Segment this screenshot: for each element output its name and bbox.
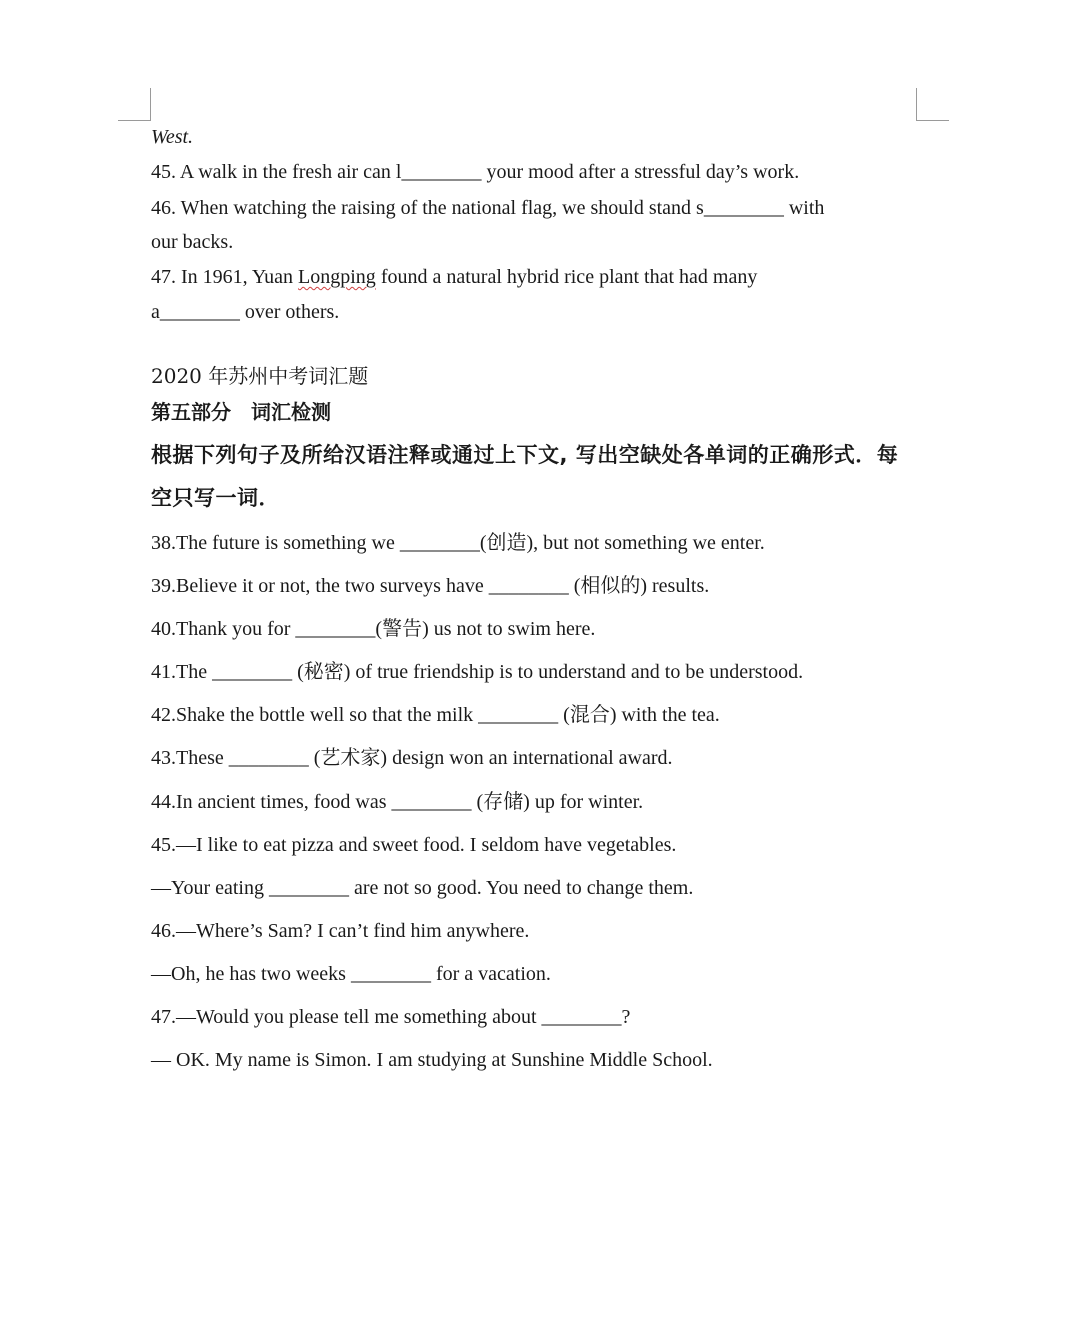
prev-question-46-line1: 46. When watching the raising of the national flag, we should stand s________ with [151, 197, 825, 219]
prev-question-46-line2: our backs. [151, 231, 234, 253]
section-title: 2020 年苏州中考词汇题 [151, 364, 369, 388]
question-45-reply: —Your eating ________ are not so good. You need to change them. [151, 877, 694, 899]
carryover-fragment: West. [151, 126, 194, 148]
prev-question-47-prefix: 47. In 1961, Yuan [151, 266, 299, 288]
question-44: 44.In ancient times, food was ________ (存储) up for winter. [151, 791, 644, 813]
spellcheck-flagged-word: Longping [298, 266, 376, 288]
prev-question-47-line2: a________ over others. [151, 301, 340, 323]
prev-question-47-suffix: found a natural hybrid rice plant that had many [375, 266, 758, 288]
instruction-line-1: 根据下列句子及所给汉语注释或通过上下文, 写出空缺处各单词的正确形式．每 [151, 443, 899, 467]
prev-question-47-line1 [151, 265, 757, 289]
question-39: 39.Believe it or not, the two surveys have ________ (相似的) results. [151, 575, 710, 597]
question-45-prompt: 45.—I like to eat pizza and sweet food. I seldom have vegetables. [151, 834, 677, 856]
crop-mark-top-left [118, 88, 151, 121]
instruction-line-2: 空只写一词． [151, 486, 280, 510]
question-41: 41.The ________ (秘密) of true friendship is to understand and to be understood. [151, 661, 804, 683]
question-46-prompt: 46.—Where’s Sam? I can’t find him anywhere. [151, 920, 530, 942]
question-47-prompt: 47.—Would you please tell me something about ________? [151, 1006, 631, 1028]
question-46-reply: —Oh, he has two weeks ________ for a vacation. [151, 963, 551, 985]
part-heading: 第五部分 词汇检测 [151, 400, 331, 424]
prev-question-45: 45. A walk in the fresh air can l________ your mood after a stressful day’s work. [151, 161, 800, 183]
question-40: 40.Thank you for ________(警告) us not to swim here. [151, 618, 596, 640]
question-42: 42.Shake the bottle well so that the milk ________ (混合) with the tea. [151, 704, 720, 726]
question-43: 43.These ________ (艺术家) design won an international award. [151, 747, 673, 769]
question-47-reply: — OK. My name is Simon. I am studying at Sunshine Middle School. [151, 1049, 713, 1071]
crop-mark-top-right [916, 88, 949, 121]
question-38: 38.The future is something we ________(创造), but not something we enter. [151, 532, 765, 554]
